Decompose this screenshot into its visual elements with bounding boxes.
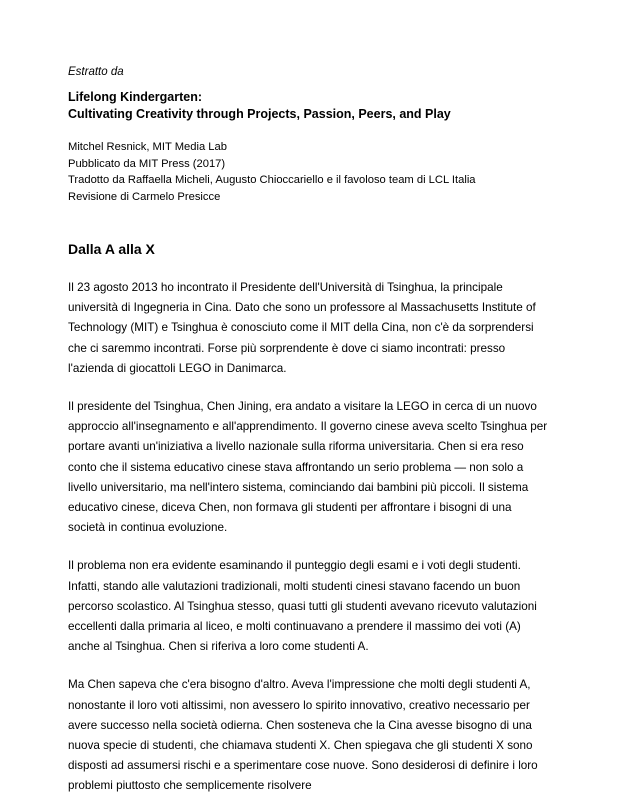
chapter-heading: Dalla A alla X xyxy=(68,241,155,257)
excerpt-label: Estratto da xyxy=(68,66,124,78)
credit-reviewer: Revisione di Carmelo Presicce xyxy=(68,190,221,203)
credit-publisher: Pubblicato da MIT Press (2017) xyxy=(68,157,226,170)
body-paragraph-3: Il problema non era evidente esaminando il punteggio degli esami e i voti degli studenti. Infatti, stando alle valutazioni tradizionali, molti studenti cinesi stavano facendo un buon percorso scolastico. Al Tsinghua stesso, quasi tutti gli studenti avevano ricevuto valutazioni eccellenti dalla primaria al liceo, e molti continuavano a prendere il massimo dei voti (A) anche al Tsinghua. Chen si riferiva a loro come studenti A. xyxy=(68,559,537,654)
book-title xyxy=(68,89,550,123)
body-paragraph-2: Il presidente del Tsinghua, Chen Jining, era andato a visitare la LEGO in cerca di un nuovo approccio all'insegnamento e all'apprendimento. Il governo cinese aveva scelto Tsinghua per portare avanti un'iniziativa a livello nazionale sulla riforma universitaria. Chen si era reso conto che il sistema educativo cinese stava affrontando un serio problema — non solo a livello universitario, ma nell'intero sistema, cominciando dai bambini più piccoli. Il sistema educativo cinese, diceva Chen, non formava gli studenti per affrontare i bisogni di una società in continua evoluzione. xyxy=(68,400,548,535)
body-paragraph-1: Il 23 agosto 2013 ho incontrato il Presidente dell'Università di Tsinghua, la principale università di Ingegneria in Cina. Dato che sono un professore al Massachusetts Institute of Technology (MIT) e Tsinghua è conosciuto come il MIT della Cina, non c'è da sorprendersi che ci saremmo incontrati. Forse più sorprendente è dove ci siamo incontrati: presso l'azienda di giocattoli LEGO in Danimarca. xyxy=(68,281,536,375)
book-title-line-1: Lifelong Kindergarten: xyxy=(68,90,203,104)
credit-translators: Tradotto da Raffaella Micheli, Augusto Chioccariello e il favoloso team di LCL Italia xyxy=(68,174,476,186)
credits-block xyxy=(68,139,550,205)
credit-author: Mitchel Resnick, MIT Media Lab xyxy=(68,141,227,153)
body-paragraph-4: Ma Chen sapeva che c'era bisogno d'altro. Aveva l'impressione che molti degli studenti A, nonostante il loro voti altissimi, non avessero lo spirito innovativo, creativo necessario per avere successo nella società odierna. Chen sosteneva che la Cina avesse bisogno di una nuova specie di studenti, che chiamava studenti X. Chen spiegava che gli studenti X sono disposti ad assumersi rischi e a sperimentare cose nuove. Sono desiderosi di definire i loro problemi piuttosto che semplicemente risolvere xyxy=(68,678,538,793)
book-title-line-2: Cultivating Creativity through Projects, Passion, Peers, and Play xyxy=(68,107,451,121)
